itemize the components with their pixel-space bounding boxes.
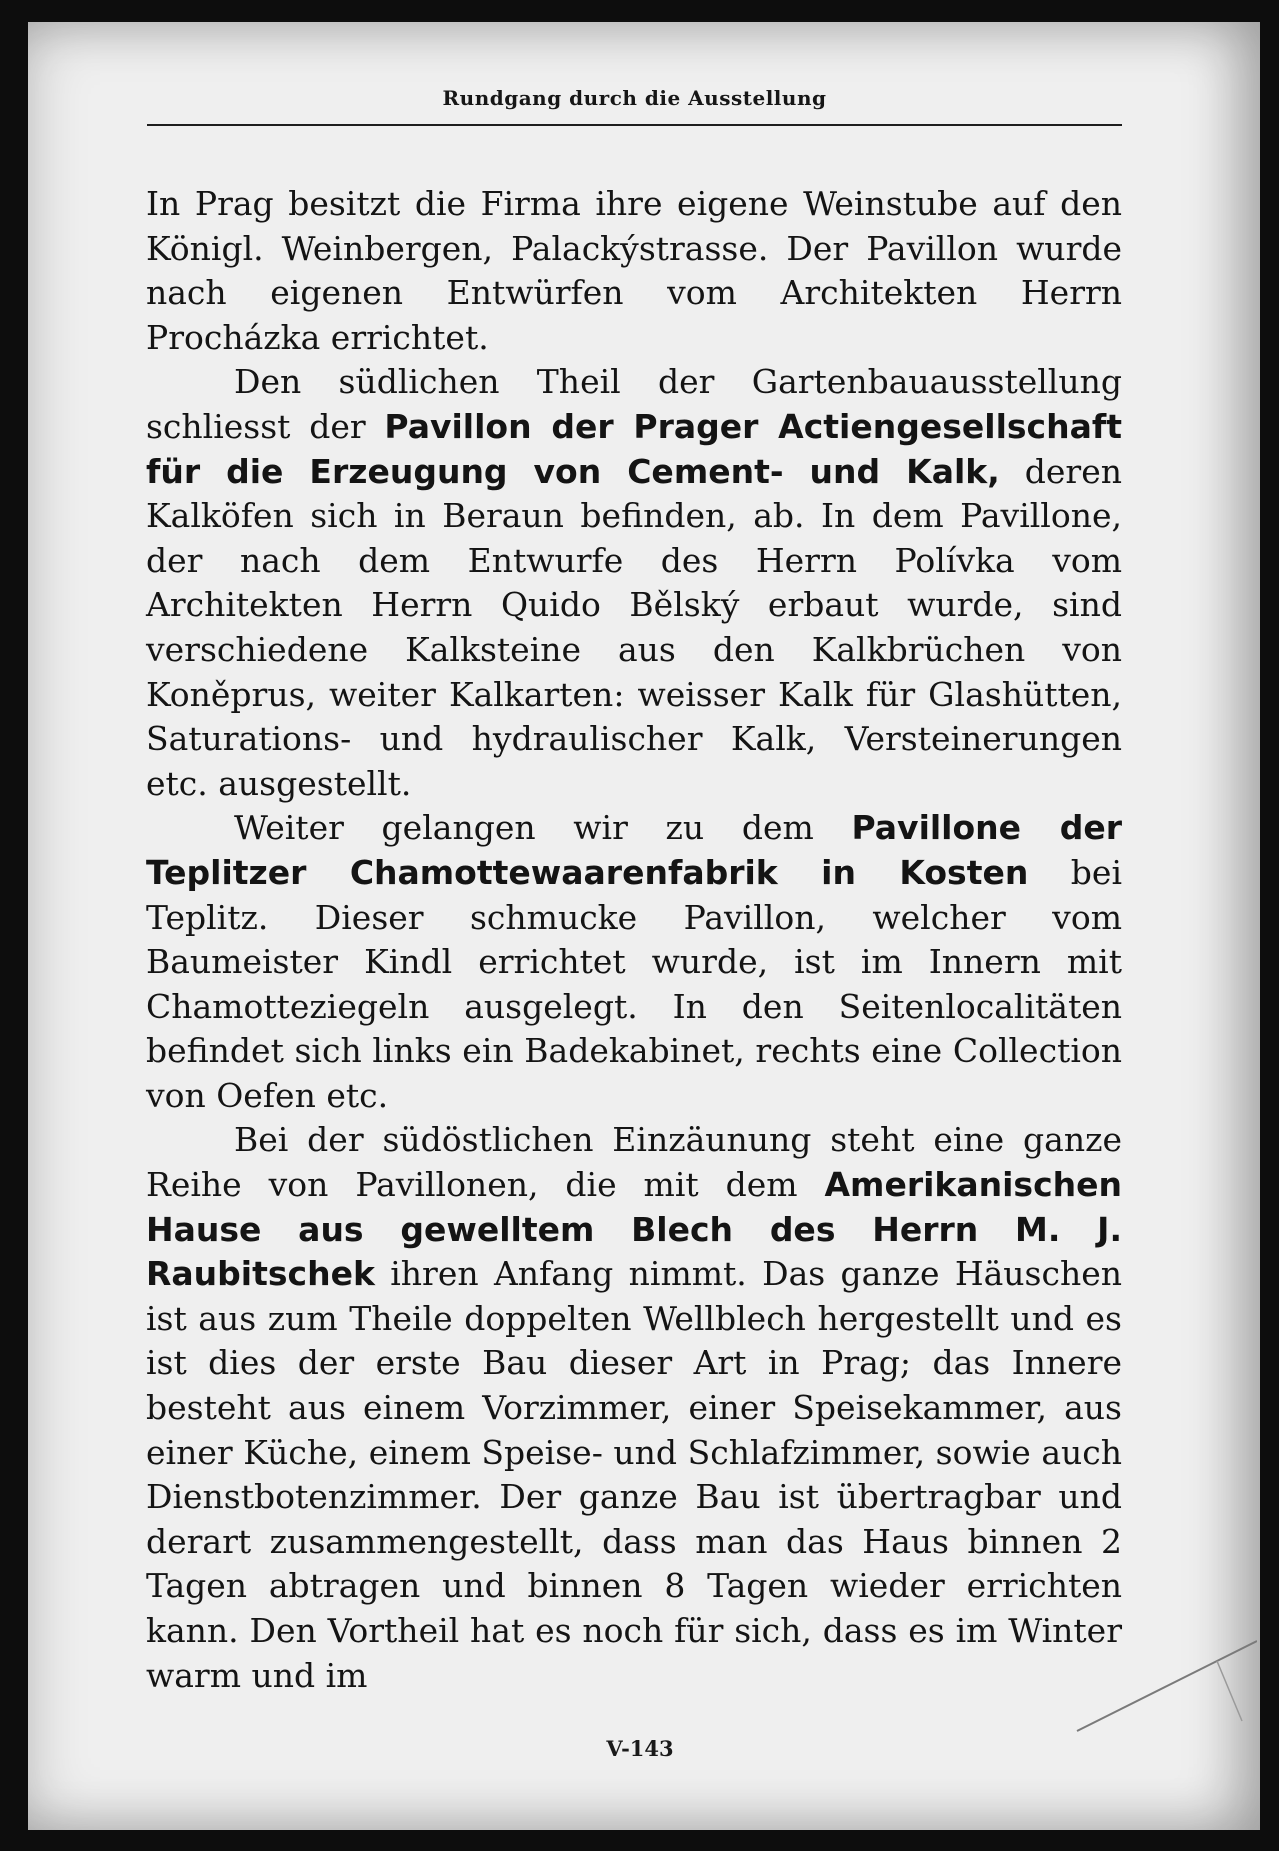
paragraph-2-emphasis: Pavillon der Prager Actiengesellschaft für die Erzeugung von Cement- und Kalk, [146,406,1122,491]
paragraph-2-text-2: deren Kalköfen sich in Beraun befinden, ab. In dem Pavillone, der nach dem Entwurfe des Herrn Polívka vom Architekten Herrn Quido Bělský erbaut wurde, sind verschiedene Kalksteine aus den Kalkbrüchen von Koněprus, weiter Kalkarten: weisser Kalk für Glashütten, Saturations- und hydraulischer Kalk, Versteinerungen etc. ausgestellt. [146,451,1122,803]
paragraph-3 [146,806,1122,1118]
page-number: V-143 [606,1736,674,1761]
paragraph-4 [146,1118,1122,1698]
paragraph-3-text-1: Weiter gelangen wir zu dem [234,808,852,848]
body-text [146,182,1122,1698]
paragraph-3-emphasis: Pavillone der Teplitzer Chamottewaarenfabrik in Kosten [146,808,1123,892]
paragraph-1 [146,182,1122,360]
paragraph-3-text-2: bei Teplitz. Dieser schmucke Pavillon, welcher vom Baumeister Kindl errichtet wurde, ist im Innern mit Chamotteziegeln ausgelegt. In den Seitenlocalitäten befindet sich links ein Badekabinet, rechts eine Collection von Oefen etc. [146,852,1122,1115]
paragraph-4-text-2: ihren Anfang nimmt. Das ganze Häuschen ist aus zum Theile doppelten Wellblech hergestellt und es ist dies der erste Bau dieser Art in Prag; das Innere besteht aus einem Vorzimmer, einer Speisekammer, aus einer Küche, einem Speise- und Schlafzimmer, sowie auch Dienstbotenzimmer. Der ganze Bau ist übertragbar und derart zusammengestellt, dass man das Haus binnen 2 Tagen abtragen und binnen 8 Tagen wieder errichten kann. Den Vortheil hat es noch für sich, dass es im Winter warm und im [146,1254,1122,1695]
paragraph-1-text-1: In Prag besitzt die Firma ihre eigene Weinstube auf den Königl. Weinbergen, Palackýstrasse. Der Pavillon wurde nach eigenen Entwürfen vom Architekten Herrn Procházka errichtet. [146,184,1122,357]
paragraph-4-text-1: Bei der südöstlichen Einzäunung steht eine ganze Reihe von Pavillonen, die mit dem [146,1120,1122,1205]
paragraph-2-text-1: Den südlichen Theil der Gartenbauausstellung schliesst der [146,362,1122,446]
paragraph-2 [146,360,1122,806]
header-rule [147,124,1122,126]
running-head: Rundgang durch die Ausstellung [442,86,827,110]
paragraph-4-emphasis: Amerikanischen Hause aus gewelltem Blech des Herrn M. J. Raubitschek [146,1165,1122,1294]
